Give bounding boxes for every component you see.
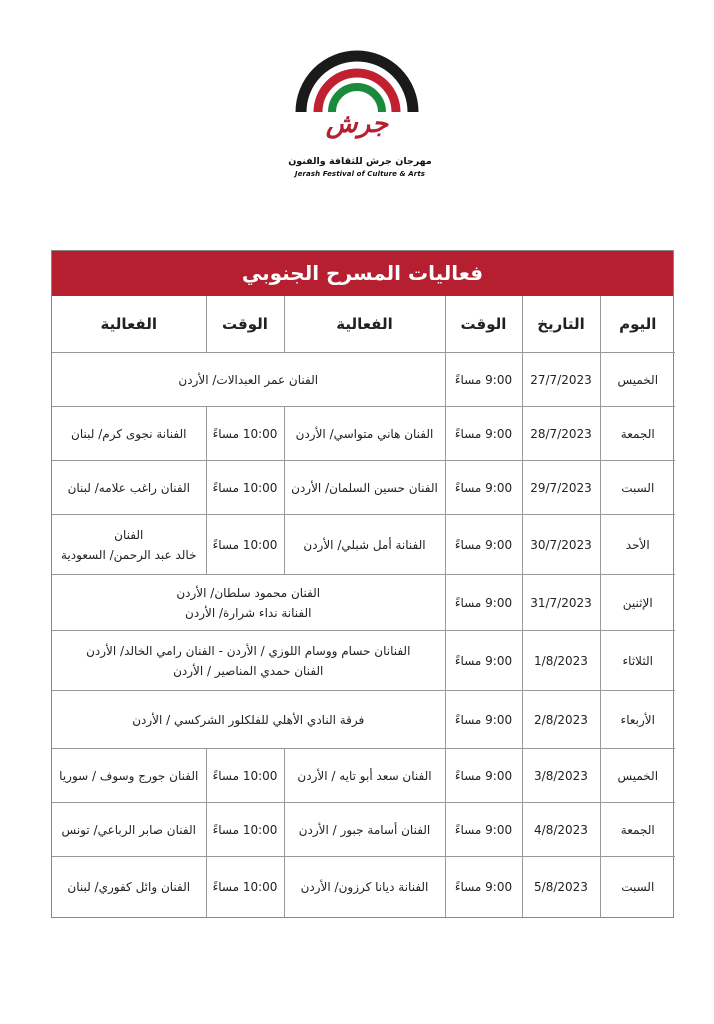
date-cell: 3/8/2023 [522, 749, 600, 803]
event-line: الفنان [114, 527, 144, 542]
event-line: الفنان محمود سلطان/ الأردن [176, 585, 321, 600]
table-row [52, 631, 675, 691]
day-cell: الخميس [600, 749, 675, 803]
event-cell [52, 631, 445, 691]
table-row [52, 353, 675, 407]
time-cell: 9:00 مساءً [445, 749, 522, 803]
event-line: خالد عبد الرحمن/ السعودية [61, 547, 197, 562]
festival-logo [0, 50, 714, 190]
header-day: اليوم [600, 296, 675, 353]
event-cell-second [52, 515, 206, 575]
date-cell: 1/8/2023 [522, 631, 600, 691]
schedule-table [52, 296, 675, 917]
header-event-second: الفعالية [52, 296, 206, 353]
table-row [52, 575, 675, 631]
date-cell: 31/7/2023 [522, 575, 600, 631]
day-cell: الإثنين [600, 575, 675, 631]
event-cell: الفنان أسامة جبور / الأردن [284, 803, 445, 857]
time-cell: 9:00 مساءً [445, 515, 522, 575]
time-cell: 9:00 مساءً [445, 407, 522, 461]
header-event: الفعالية [284, 296, 445, 353]
day-cell: الجمعة [600, 803, 675, 857]
date-cell: 4/8/2023 [522, 803, 600, 857]
table-row [52, 407, 675, 461]
event-cell: الفنانة ديانا كرزون/ الأردن [284, 857, 445, 917]
date-cell: 29/7/2023 [522, 461, 600, 515]
time-cell-second: 10:00 مساءً [206, 461, 284, 515]
event-cell: الفنان سعد أبو تايه / الأردن [284, 749, 445, 803]
time-cell: 9:00 مساءً [445, 353, 522, 407]
time-cell-second: 10:00 مساءً [206, 749, 284, 803]
event-cell: الفنان عمر العبدالات/ الأردن [52, 353, 445, 407]
table-header-row [52, 296, 675, 353]
date-cell: 27/7/2023 [522, 353, 600, 407]
table-row [52, 515, 675, 575]
day-cell: السبت [600, 857, 675, 917]
event-line: الفنانان حسام ووسام اللوزي / الأردن - الفنان رامي الخالد/ الأردن [86, 643, 411, 658]
time-cell: 9:00 مساءً [445, 631, 522, 691]
table-row [52, 803, 675, 857]
date-cell: 2/8/2023 [522, 691, 600, 749]
day-cell: الأربعاء [600, 691, 675, 749]
time-cell: 9:00 مساءً [445, 575, 522, 631]
date-cell: 28/7/2023 [522, 407, 600, 461]
logo-arabic-name: مهرجان جرش للثقافة والفنون [288, 156, 432, 167]
event-cell-second: الفنان جورج وسوف / سوريا [52, 749, 206, 803]
day-cell: الخميس [600, 353, 675, 407]
date-cell: 5/8/2023 [522, 857, 600, 917]
event-cell-second: الفنانة نجوى كرم/ لبنان [52, 407, 206, 461]
day-cell: الثلاثاء [600, 631, 675, 691]
time-cell: 9:00 مساءً [445, 803, 522, 857]
event-line: الفنان حمدي المناصير / الأردن [173, 663, 324, 678]
time-cell-second: 10:00 مساءً [206, 407, 284, 461]
time-cell: 9:00 مساءً [445, 461, 522, 515]
header-time: الوقت [445, 296, 522, 353]
time-cell-second: 10:00 مساءً [206, 803, 284, 857]
event-cell: الفنانة أمل شبلي/ الأردن [284, 515, 445, 575]
logo-english-name: Jerash Festival of Culture & Arts [294, 170, 426, 178]
table-row [52, 857, 675, 917]
date-cell: 30/7/2023 [522, 515, 600, 575]
rainbow-arch-logo [295, 50, 419, 150]
event-cell: الفنان هاني متواسي/ الأردن [284, 407, 445, 461]
time-cell: 9:00 مساءً [445, 691, 522, 749]
day-cell: الجمعة [600, 407, 675, 461]
time-cell-second: 10:00 مساءً [206, 857, 284, 917]
time-cell-second: 10:00 مساءً [206, 515, 284, 575]
event-cell-second: الفنان وائل كفوري/ لبنان [52, 857, 206, 917]
logo-calligraphy: جرش [325, 109, 389, 139]
time-cell: 9:00 مساءً [445, 857, 522, 917]
table-row [52, 691, 675, 749]
schedule-table-container [51, 250, 674, 918]
event-cell: فرقة النادي الأهلي للفلكلور الشركسي / الأردن [52, 691, 445, 749]
day-cell: الأحد [600, 515, 675, 575]
table-row [52, 749, 675, 803]
event-cell: الفنان حسين السلمان/ الأردن [284, 461, 445, 515]
event-cell [52, 575, 445, 631]
header-date: التاريخ [522, 296, 600, 353]
header-time-second: الوقت [206, 296, 284, 353]
event-cell-second: الفنان راغب علامه/ لبنان [52, 461, 206, 515]
event-cell-second: الفنان صابر الرباعي/ تونس [52, 803, 206, 857]
event-line: الفنانة نداء شرارة/ الأردن [185, 605, 312, 620]
schedule-title: فعاليات المسرح الجنوبي [52, 251, 673, 296]
day-cell: السبت [600, 461, 675, 515]
table-row [52, 461, 675, 515]
